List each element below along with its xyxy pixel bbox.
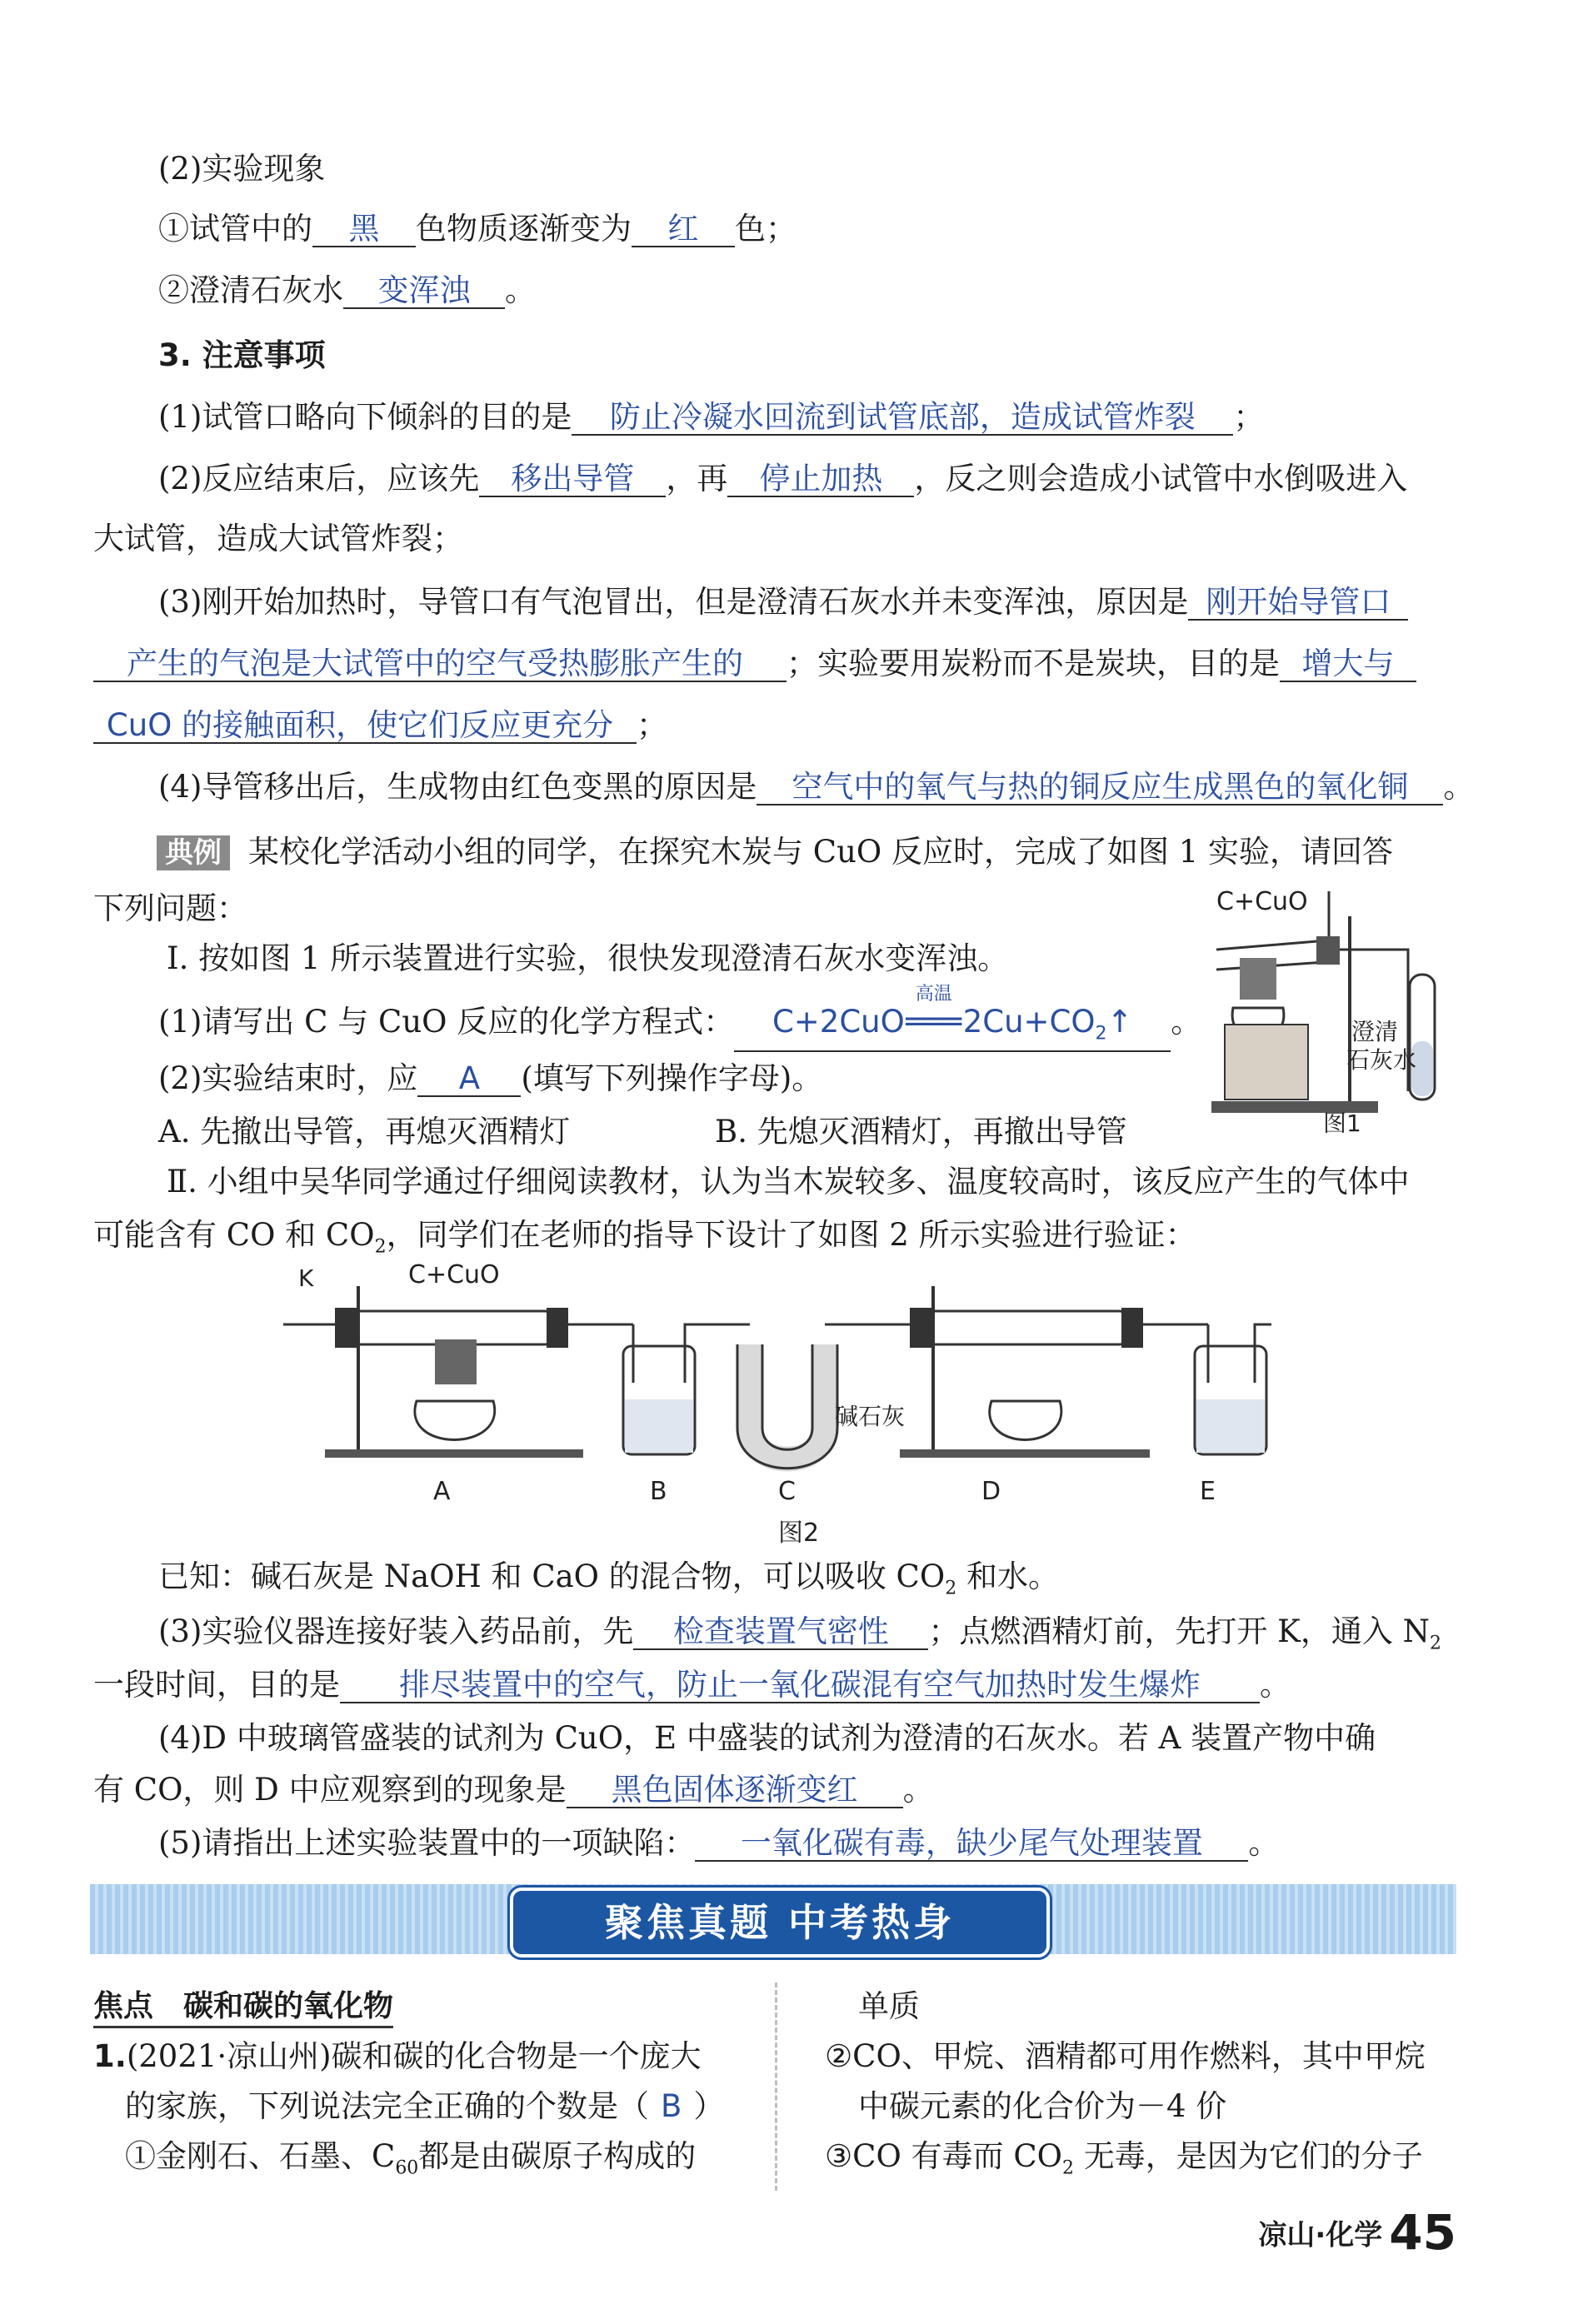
text: 的家族，下列说法完全正确的个数是（ xyxy=(125,2088,649,2124)
question-line xyxy=(125,2137,696,2187)
example-intro xyxy=(157,833,1393,871)
soda-lime-label: 碱石灰 xyxy=(835,1403,906,1430)
question-line xyxy=(158,583,1408,621)
answer-blank: 刚开始导管口 xyxy=(1188,586,1408,621)
text: ，同学们在老师的指导下设计了如图 2 所示实验进行验证： xyxy=(386,1217,1196,1253)
answer-blank: 空气中的氧气与热的铜反应生成黑色的氧化铜 xyxy=(757,771,1443,805)
label-c: C xyxy=(778,1477,796,1506)
text: 下列问题： xyxy=(93,890,247,926)
example-tag: 典例 xyxy=(157,835,230,870)
text: 。 xyxy=(1171,1004,1202,1040)
text: ） xyxy=(693,2088,725,2124)
text: 和水。 xyxy=(956,1558,1059,1594)
text: ②CO、甲烷、酒精都可用作燃料，其中甲烷 xyxy=(825,2038,1426,2074)
text: 高温 xyxy=(915,984,952,1005)
label-a: A xyxy=(433,1477,451,1506)
question-line xyxy=(93,1666,1291,1704)
answer-blank: 一氧化碳有毒，缺少尾气处理装置 xyxy=(695,1827,1248,1862)
answer-blank: 检查装置气密性 xyxy=(633,1615,928,1650)
text: 2 xyxy=(374,1236,387,1258)
text: ； xyxy=(637,707,667,743)
fig2-caption: 图2 xyxy=(778,1519,820,1548)
text: Ⅰ. 按如图 1 所示装置进行实验，很快发现澄清石灰水变浑浊。 xyxy=(167,940,1009,976)
page-footer xyxy=(1258,2204,1456,2261)
text: ，再 xyxy=(666,461,728,496)
text: C+2CuO xyxy=(772,1004,905,1040)
text: 。 xyxy=(1260,1667,1291,1703)
fig1-caption: 图1 xyxy=(1323,1110,1361,1133)
text: 一段时间，目的是 xyxy=(93,1667,340,1703)
text: ③CO 有毒而 CO xyxy=(825,2138,1062,2174)
apparatus-b xyxy=(623,1324,750,1454)
answer-blank: 防止冷凝水回流到试管底部，造成试管炸裂 xyxy=(572,401,1233,436)
question-line xyxy=(93,1771,934,1809)
answer-blank: 黑色固体逐渐变红 xyxy=(567,1773,903,1808)
label-d: D xyxy=(981,1477,1001,1506)
question-line xyxy=(167,1163,1410,1201)
text: Ⅱ. 小组中吴华同学通过仔细阅读教材，认为当木炭较多、温度较高时，该反应产生的气体中 xyxy=(167,1164,1410,1199)
question-line xyxy=(825,2037,1426,2076)
text: 2 xyxy=(1061,2157,1074,2179)
answer-choice: B xyxy=(661,2088,682,2124)
text: ①金刚石、石墨、C xyxy=(125,2138,396,2174)
text: ↑ xyxy=(1106,1004,1133,1040)
text: 色物质逐渐变为 xyxy=(416,211,632,247)
question-line xyxy=(93,2037,702,2076)
section-banner-title: 聚焦真题 中考热身 xyxy=(510,1888,1050,1957)
fig1-side-label: 石灰水 xyxy=(1346,1046,1417,1074)
text: (2021·凉山州)碳和碳的化合物是一个庞大 xyxy=(126,2038,702,2074)
valve-k-label: K xyxy=(298,1264,314,1292)
question-line xyxy=(158,984,1202,1052)
question-line xyxy=(93,520,463,558)
text: ；点燃酒精灯前，先打开 K，通入 N xyxy=(928,1613,1430,1649)
question-line xyxy=(158,460,1407,498)
question-line xyxy=(158,1558,1059,1608)
text: (2)实验现象 xyxy=(158,151,326,187)
text: (4)D 中玻璃管盛装的试剂为 CuO，E 中盛装的试剂为澄清的石灰水。若 A 装置产物中确 xyxy=(158,1720,1376,1756)
option-b: B. 先熄灭酒精灯，再撤出导管 xyxy=(715,1114,1127,1150)
answer-blank: 停止加热 xyxy=(727,462,914,497)
text: 60 xyxy=(395,2157,419,2179)
question-number: 1. xyxy=(93,2038,127,2074)
text: (1)试管口略向下倾斜的目的是 xyxy=(158,399,572,435)
sample-heater xyxy=(1240,958,1276,1000)
wood-block xyxy=(1225,1025,1308,1100)
text: (4)导管移出后，生成物由红色变黑的原因是 xyxy=(158,769,757,805)
fig1-side-label: 澄清 xyxy=(1351,1018,1399,1045)
text: 色； xyxy=(735,211,796,247)
text: 都是由碳原子构成的 xyxy=(418,2138,697,2174)
text: 已知：碱石灰是 NaOH 和 CaO 的混合物，可以吸收 CO xyxy=(158,1558,946,1594)
question-line xyxy=(158,1719,1376,1758)
question-line xyxy=(158,210,796,248)
answer-blank: 黑 xyxy=(312,212,416,247)
question-line xyxy=(858,1987,920,2026)
text: ；实验要用炭粉而不是炭块，目的是 xyxy=(787,646,1280,681)
answer-blank: 排尽装置中的空气，防止一氧化碳混有空气加热时发生爆炸 xyxy=(340,1668,1260,1703)
answer-blank: 产生的气泡是大试管中的空气受热膨胀产生的 xyxy=(93,647,787,682)
text: ②澄清石灰水 xyxy=(158,272,343,308)
question-line xyxy=(125,2087,724,2126)
fig1-top-label: C+CuO xyxy=(1216,887,1308,916)
text: (1)请写出 C 与 CuO 反应的化学方程式： xyxy=(158,1004,735,1040)
text: 无毒，是因为它们的分子 xyxy=(1073,2138,1423,2174)
focus-heading: 焦点 碳和碳的氧化物 xyxy=(93,1987,393,2028)
text: 单质 xyxy=(858,1988,920,2024)
text: 2Cu+CO xyxy=(962,1004,1096,1040)
question-line xyxy=(158,272,536,310)
text: 2 xyxy=(1429,1633,1441,1654)
answer-blank: CuO 的接触面积，使它们反应更充分 xyxy=(93,709,637,744)
question-line xyxy=(93,890,247,928)
fig2-top-label: C+CuO xyxy=(408,1260,500,1289)
section-title xyxy=(158,150,325,188)
option-a: A. 先撤出导管，再熄灭酒精灯 xyxy=(158,1114,571,1150)
section-heading: 3. 注意事项 xyxy=(158,337,326,373)
text: 可能含有 CO 和 CO xyxy=(93,1217,375,1253)
text: (5)请指出上述实验装置中的一项缺陷： xyxy=(158,1825,696,1861)
apparatus-a xyxy=(283,1286,583,1458)
text: 。 xyxy=(902,1772,934,1808)
question-line xyxy=(158,1060,822,1098)
label-b: B xyxy=(650,1477,667,1506)
text: (填写下列操作字母)。 xyxy=(521,1060,823,1096)
text: ； xyxy=(1233,399,1265,435)
text: 某校化学活动小组的同学，在探究木炭与 CuO 反应时，完成了如图 1 实验，请回答 xyxy=(248,834,1394,870)
apparatus-e xyxy=(1195,1324,1271,1454)
question-line xyxy=(167,940,1008,978)
apparatus-c xyxy=(737,1324,916,1469)
text: 大试管，造成大试管炸裂； xyxy=(93,521,463,556)
column-divider xyxy=(775,1982,777,2191)
question-line xyxy=(858,2087,1226,2126)
question-line xyxy=(158,1613,1441,1663)
equation-answer xyxy=(734,984,1171,1052)
test-tube xyxy=(1216,936,1340,970)
text: 。 xyxy=(505,272,536,308)
answer-blank: 增大与 xyxy=(1280,647,1416,682)
text: 。 xyxy=(1443,769,1475,805)
text: (3)实验仪器连接好装入药品前，先 xyxy=(158,1613,634,1649)
text: 有 CO，则 D 中应观察到的现象是 xyxy=(93,1772,567,1808)
answer-blank: 变浑浊 xyxy=(343,274,505,309)
question-line xyxy=(158,1824,1279,1863)
text: 2 xyxy=(945,1578,957,1599)
answer-blank: A xyxy=(417,1062,521,1097)
label-e: E xyxy=(1200,1477,1216,1506)
footer-text: 凉山·化学 xyxy=(1258,2218,1383,2252)
question-line xyxy=(93,645,1416,683)
apparatus-d xyxy=(900,1286,1150,1458)
reaction-condition: 高温 ═══ xyxy=(906,984,962,1040)
text: (2)实验结束时，应 xyxy=(158,1060,418,1096)
answer-blank: 红 xyxy=(632,212,735,247)
page-number: 45 xyxy=(1389,2204,1456,2261)
question-line xyxy=(158,768,1474,806)
figure-1-apparatus xyxy=(1200,883,1475,1133)
answer-blank: 移出导管 xyxy=(479,462,666,497)
text: ①试管中的 xyxy=(158,211,312,247)
text: 2 xyxy=(1095,1023,1107,1045)
text: (2)反应结束后，应该先 xyxy=(158,461,480,496)
text: ，反之则会造成小试管中水倒吸进入 xyxy=(914,461,1408,496)
question-line xyxy=(158,398,1264,436)
text: (3)刚开始加热时，导管口有气泡冒出，但是澄清石灰水并未变浑浊，原因是 xyxy=(158,584,1189,620)
text: 中碳元素的化合价为－4 价 xyxy=(858,2088,1227,2124)
figure-2-apparatus xyxy=(275,1253,1275,1553)
question-line xyxy=(825,2137,1423,2187)
text: 。 xyxy=(1248,1825,1280,1861)
question-line xyxy=(93,706,667,745)
